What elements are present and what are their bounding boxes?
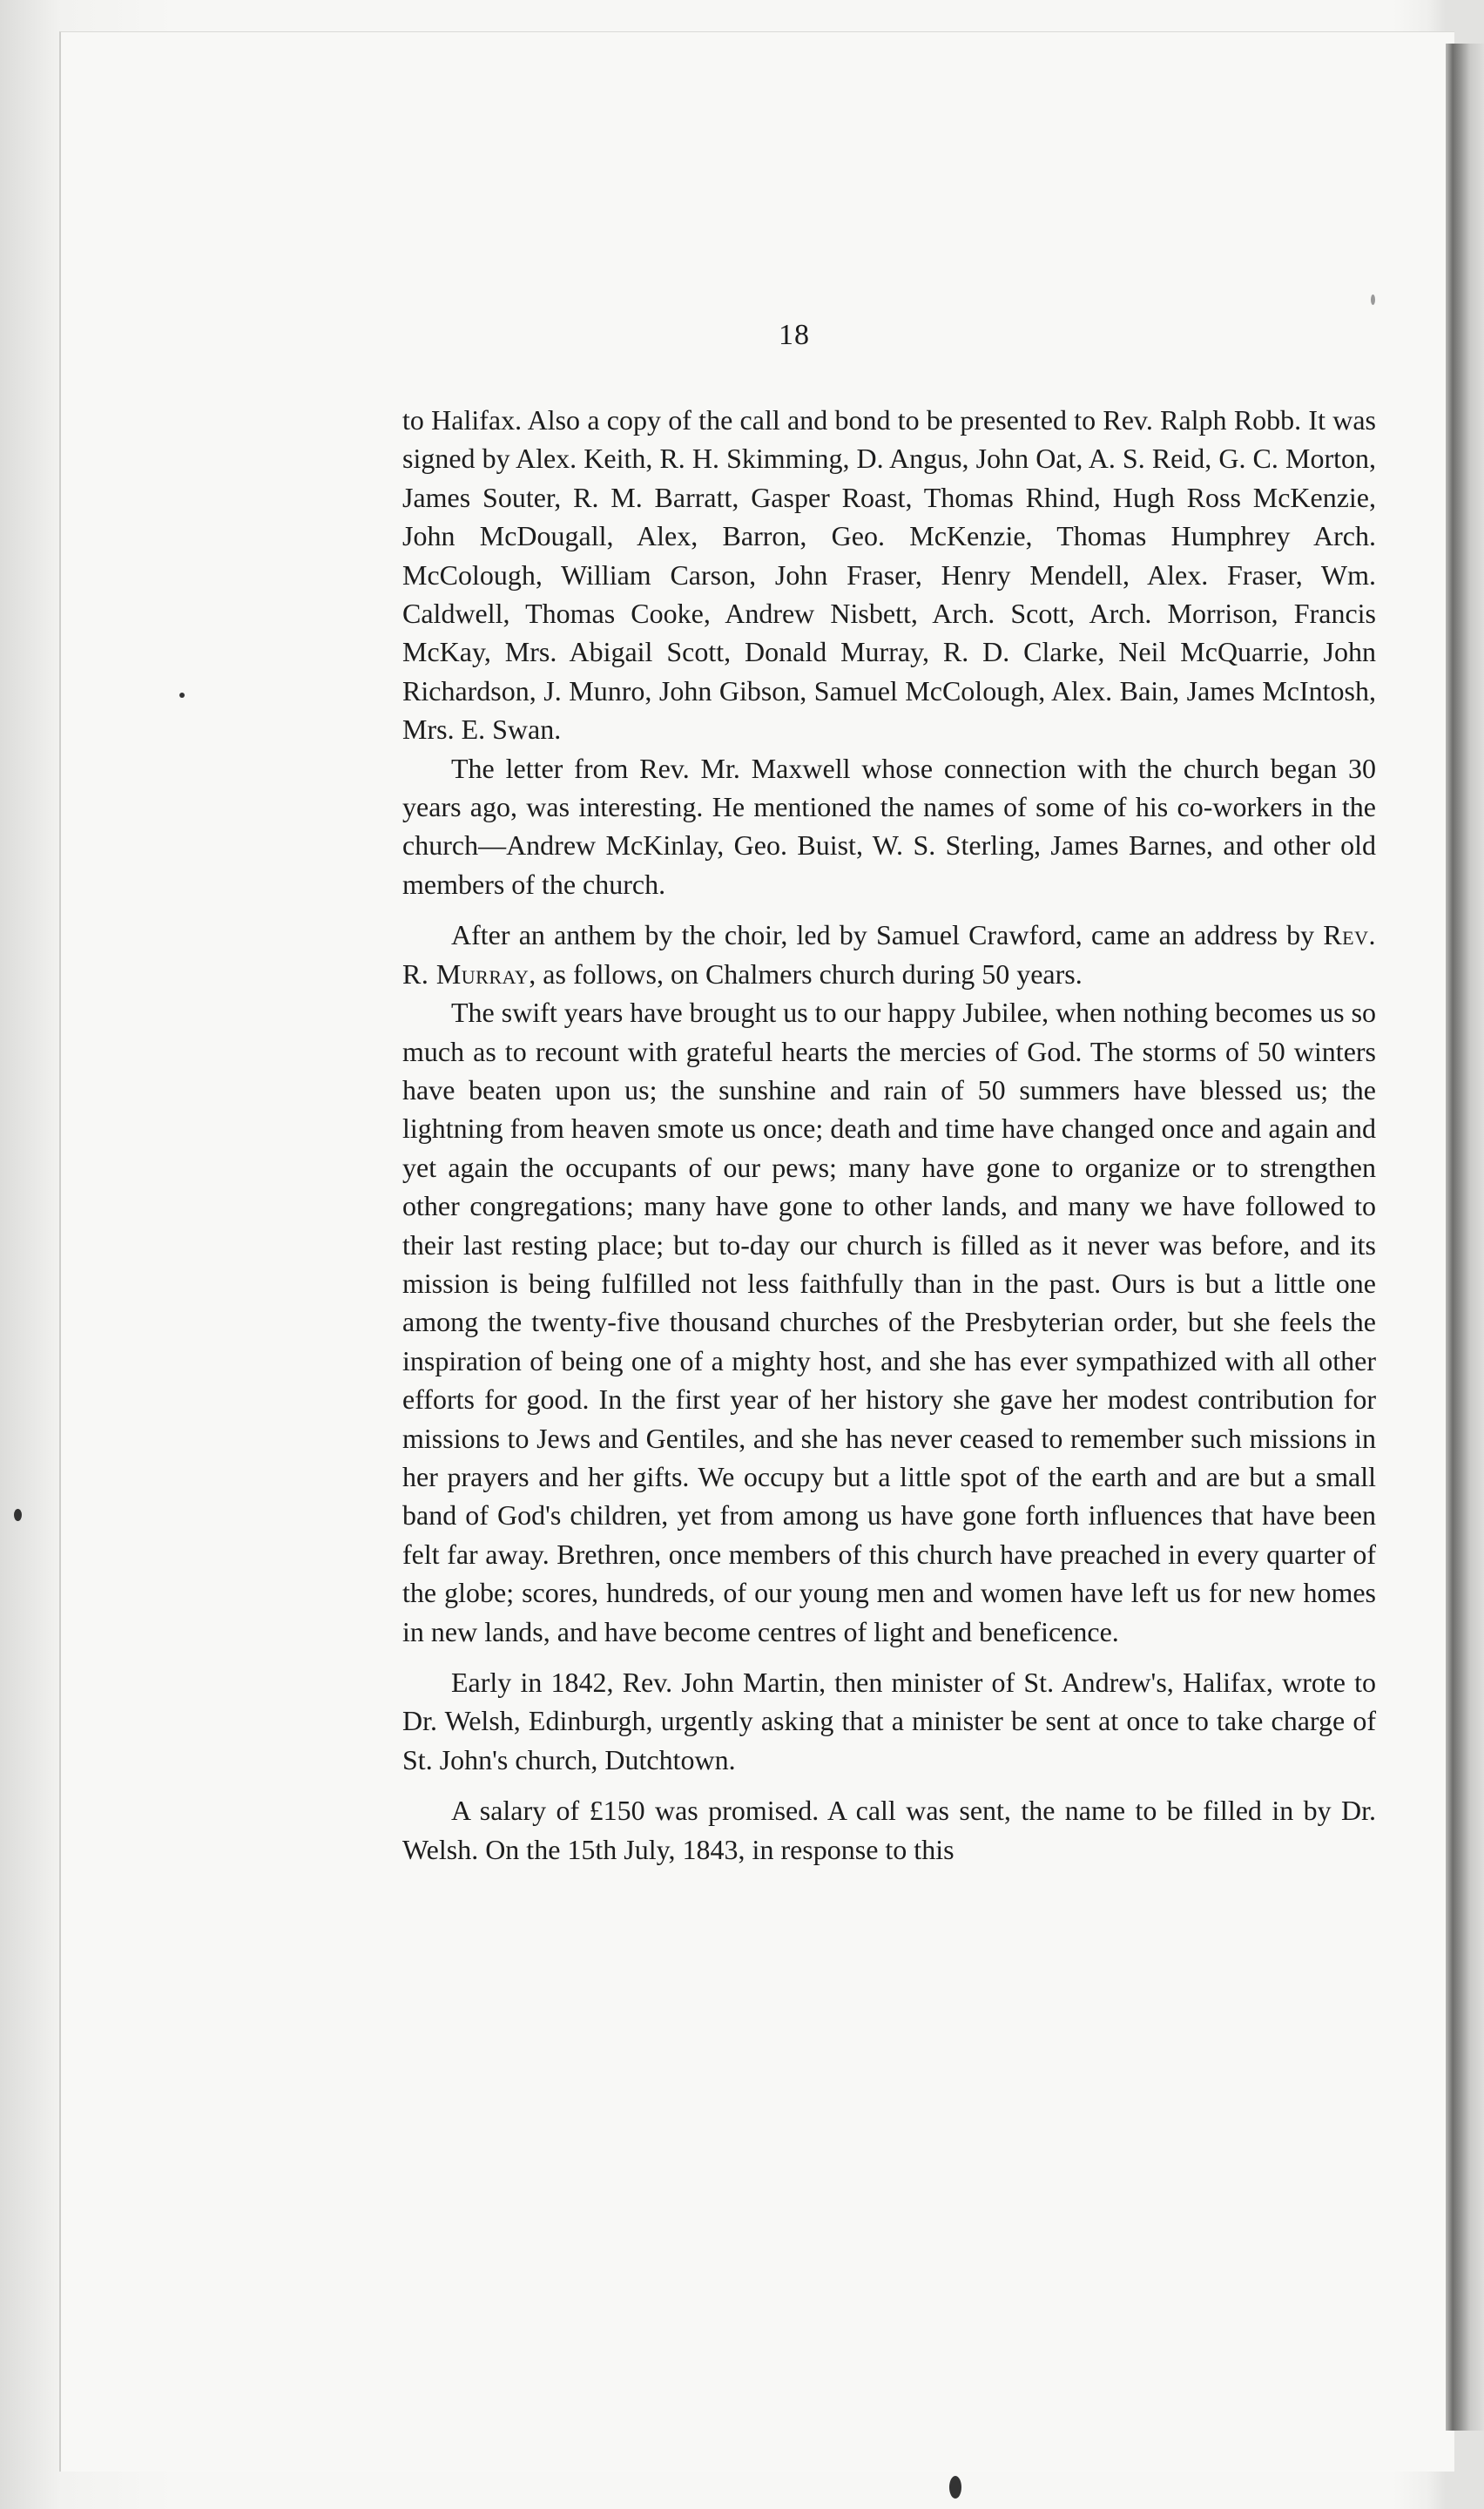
scan-speck bbox=[1371, 294, 1375, 305]
speaker-name: Rev. R. Murray bbox=[402, 919, 1376, 990]
body-text bbox=[402, 401, 1376, 1869]
paragraph-early-1842: Early in 1842, Rev. John Martin, then minister of St. Andrew's, Halifax, wrote to Dr. Welsh, Edinburgh, urgently asking that a minister be sent at once to take charge of St. John's church, Dutchtown. bbox=[402, 1667, 1376, 1775]
paragraph-anthem bbox=[402, 916, 1376, 993]
scan-speck bbox=[14, 1509, 22, 1521]
scan-speck bbox=[179, 693, 185, 698]
paragraph-signatories: to Halifax. Also a copy of the call and bond to be presented to Rev. Ralph Robb. It was signed by Alex. Keith, R. H. Skimming, D. Angus, John Oat, A. S. Reid, G. C. Morton, James Souter, R. M. Barratt, Gasper Roast, Thomas Rhind, Hugh Ross McKenzie, John McDougall, Alex, Barron, Geo. McKenzie, Thomas Humphrey Arch. McColough, William Carson, John Fraser, Henry Mendell, Alex. Fraser, Wm. Caldwell, Thomas Cooke, Andrew Nisbett, Arch. Scott, Arch. Morrison, Francis McKay, Mrs. Abigail Scott, Donald Murray, R. D. Clarke, Neil McQuarrie, John Richardson, J. Munro, John Gibson, Samuel McColough, Alex. Bain, James McIntosh, Mrs. E. Swan. bbox=[402, 404, 1376, 746]
paragraph-salary: A salary of £150 was promised. A call was sent, the name to be filled in by Dr. Welsh. On the 15th July, 1843, in response to this bbox=[402, 1795, 1376, 1865]
anthem-text-after: , as follows, on Chalmers church during 50 years. bbox=[529, 957, 1083, 990]
page-number: 18 bbox=[779, 319, 810, 351]
scan-speck bbox=[949, 2476, 961, 2499]
anthem-text-before: After an anthem by the choir, led by Samuel Crawford, came an address by bbox=[451, 919, 1324, 951]
page-edge-shadow bbox=[1446, 44, 1484, 2431]
paragraph-jubilee-address: The swift years have brought us to our happy Jubilee, when nothing becomes us so much as to recount with grateful hearts the mercies of God. The storms of 50 winters have beaten upon us; the sunshine and rain of 50 summers have blessed us; the lightning from heaven smote us once; death and time have changed once and again and yet again the occupants of our pews; many have gone to organize or to strengthen other congregations; many have gone to other lands, and many we have followed to their last resting place; but to-day our church is filled as it never was before, and its mission is being fulfilled not less faithfully than in the past. Ours is but a little one among the twenty-five thousand churches of the Presbyterian order, but she feels the inspiration of being one of a mighty host, and she has ever sympathized with all other efforts for good. In the first year of her history she gave her modest contribution for missions to Jews and Gentiles, and she has never ceased to remember such missions in her prayers and her gifts. We occupy but a little spot of the earth and are but a small band of God's children, yet from among us have gone forth influences that have been felt far away. Brethren, once members of this church have preached in every quarter of the globe; scores, hundreds, of our young men and women have left us for new homes in new lands, and have become centres of light and beneficence. bbox=[402, 997, 1377, 1647]
paragraph-maxwell-letter: The letter from Rev. Mr. Maxwell whose connection with the church began 30 years ago, was interesting. He mentioned the names of some of his co-workers in the church—Andrew McKinlay, Geo. Buist, W. S. Sterling, James Barnes, and other old members of the church. bbox=[402, 752, 1376, 900]
